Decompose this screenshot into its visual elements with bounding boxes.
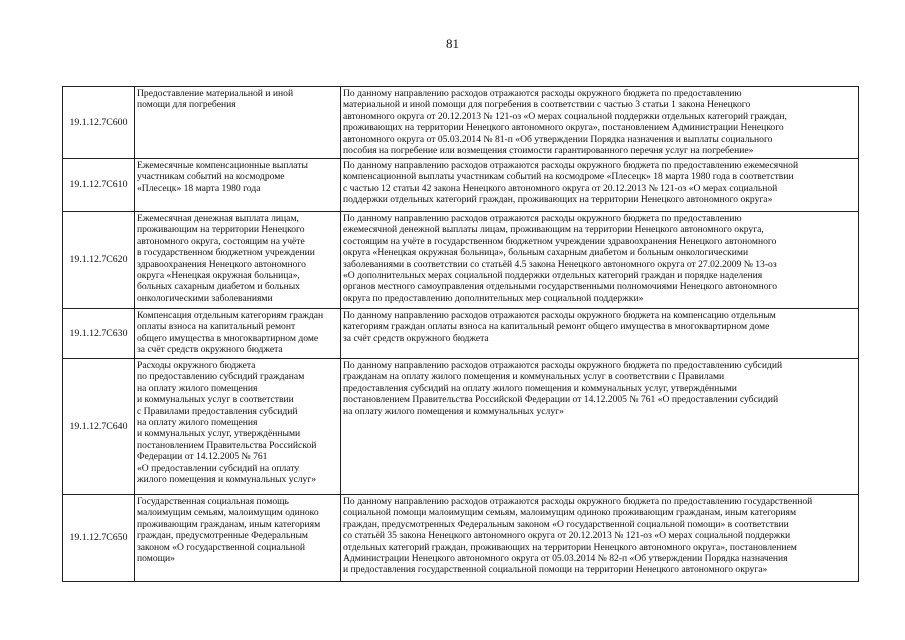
row-description: По данному направлению расходов отражаются расходы окружного бюджета по предоставлению ежемесячной компенсационной выплаты участникам событий на космодроме «Плесецк» 18 марта 1980 года в соответствии с частью 12 статьи 42 закона Ненецкого автономного округа от 20.12.2013 № 121-оз «О мерах социальной поддержки отдельных категорий граждан, проживающих на территории Ненецкого автономного округа»: [341, 159, 859, 212]
table-row: [63, 359, 859, 495]
table-row: [63, 159, 859, 212]
row-name: Ежемесячные компенсационные выплаты участникам событий на космодроме «Плесецк» 18 марта 1980 года: [135, 159, 341, 212]
row-name: Предоставление материальной и иной помощи для погребения: [135, 87, 341, 159]
row-code: 19.1.12.7С640: [63, 359, 135, 495]
row-description: По данному направлению расходов отражаются расходы окружного бюджета по предоставлению государственной социальной помощи малоимущим семьям, малоимущим одиноко проживающим гражданам, иным категориям граждан, предусмотренных Федеральным законом «О государственной социальной помощи» в соответствии со статьёй 35 закона Ненецкого автономного округа от 20.12.2013 № 121-оз «О мерах социальной поддержки отдельных категорий граждан, проживающих на территории Ненецкого автономного округа», постановлением Администрации Ненецкого автономного округа от 05.03.2014 № 82-п «Об утверждении Порядка назначения и предоставления государственной социальной помощи на территории Ненецкого автономного округа»: [341, 495, 859, 582]
page-number: 81: [446, 36, 459, 51]
table-row: [63, 309, 859, 359]
row-code: 19.1.12.7С630: [63, 309, 135, 359]
row-name: Государственная социальная помощь малоимущим семьям, малоимущим одиноко проживающим гражданам, иным категориям граждан, предусмотренные Федеральным законом «О государственной социальной помощи»: [135, 495, 341, 582]
row-name: Расходы окружного бюджета по предоставлению субсидий гражданам на оплату жилого помещения и коммунальных услуг в соответствии с Правилами предоставления субсидий на оплату жилого помещения и коммунальных услуг, утверждёнными постановлением Правительства Российской Федерации от 14.12.2005 № 761 «О предоставлении субсидий на оплату жилого помещения и коммунальных услуг»: [135, 359, 341, 495]
table-row: [63, 87, 859, 159]
row-code: 19.1.12.7С620: [63, 212, 135, 309]
row-description: По данному направлению расходов отражаются расходы окружного бюджета по предоставлению субсидий гражданам на оплату жилого помещения и коммунальных услуг в соответствии с Правилами предоставления субсидий на оплату жилого помещения и коммунальных услуг, утверждёнными постановлением Правительства Российской Федерации от 14.12.2005 № 761 «О предоставлении субсидий на оплату жилого помещения и коммунальных услуг»: [341, 359, 859, 495]
table-row: [63, 212, 859, 309]
row-code: 19.1.12.7С600: [63, 87, 135, 159]
row-description: По данному направлению расходов отражаются расходы окружного бюджета по предоставлению ежемесячной денежной выплаты лицам, проживающим на территории Ненецкого автономного округа, состоящим на учёте в государственном бюджетном учреждении здравоохранения Ненецкого автономного округа «Ненецкая окружная больница», больным сахарным диабетом и больным онкологическими заболеваниями в соответствии со статьёй 4.5 закона Ненецкого автономного округа от 27.02.2009 № 13-оз «О дополнительных мерах социальной поддержки отдельных категорий граждан и порядке наделения органов местного самоуправления отдельными государственными полномочиями Ненецкого автономного округа по предоставлению дополнительных мер социальной поддержки»: [341, 212, 859, 309]
row-name: Ежемесячная денежная выплата лицам, проживающим на территории Ненецкого автономного округа, состоящим на учёте в государственном бюджетном учреждении здравоохранения Ненецкого автономного округа «Ненецкая окружная больница», больных сахарным диабетом и больных онкологическими заболеваниями: [135, 212, 341, 309]
row-code: 19.1.12.7С610: [63, 159, 135, 212]
row-name: Компенсация отдельным категориям граждан оплаты взноса на капитальный ремонт общего имущества в многоквартирном доме за счёт средств окружного бюджета: [135, 309, 341, 359]
row-description: По данному направлению расходов отражаются расходы окружного бюджета на компенсацию отдельным категориям граждан оплаты взноса на капитальный ремонт общего имущества в многоквартирном доме за счёт средств окружного бюджета: [341, 309, 859, 359]
budget-classification-table: [62, 86, 859, 582]
row-description: По данному направлению расходов отражаются расходы окружного бюджета по предоставлению материальной и иной помощи для погребения в соответствии с частью 3 статьи 1 закона Ненецкого автономного округа от 20.12.2013 № 121-оз «О мерах социальной поддержки отдельных категорий граждан, проживающих на территории Ненецкого автономного округа», постановлением Администрации Ненецкого автономного округа от 05.03.2014 № 81-п «Об утверждении Порядка назначения и выплаты социального пособия на погребение или возмещения стоимости гарантированного перечня услуг на погребение»: [341, 87, 859, 159]
table-row: [63, 495, 859, 582]
row-code: 19.1.12.7С650: [63, 495, 135, 582]
